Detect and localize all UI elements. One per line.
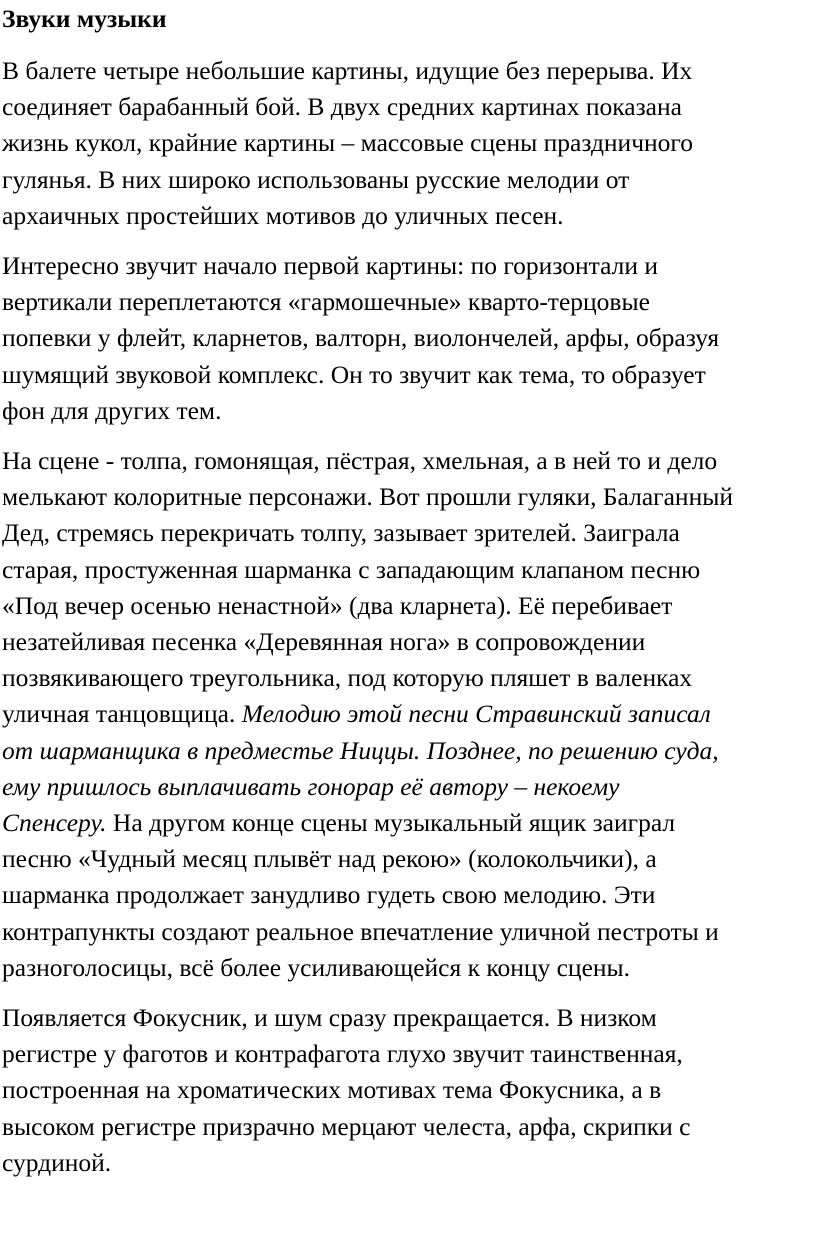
paragraph-1: В балете четыре небольшие картины, идущие без перерыва. Их соединяет барабанный бой. В двух средних картинах показана жизнь кукол, крайние картины – массовые сцены праздничного гулянья. В них широко использованы русские мелодии от архаичных простейших мотивов до уличных песен. <box>2 56 694 230</box>
document-title: Звуки музыки <box>2 4 167 33</box>
paragraph-3-text-end: На другом конце сцены музыкальный ящик заиграл песню «Чудный месяц плывёт над рекою» (колокольчики), а шарманка продолжает занудливо гудеть свою мелодию. Эти контрапункты создают реальное впечатление уличной пестроты и разноголосицы, всё более усиливающейся к концу сцены. <box>2 808 719 982</box>
paragraph-4: Появляется Фокусник, и шум сразу прекращается. В низком регистре у фаготов и контрафагота глухо звучит таинственная, построенная на хроматических мотивах тема Фокусника, а в высоком регистре призрачно мерцают челеста, арфа, скрипки с сурдиной. <box>2 1003 691 1177</box>
paragraph-3-italic-note: Мелодию этой песни Стравинский записал от шарманщика в предместье Ниццы. Позднее, по решению суда, ему пришлось выплачивать гонорар её автору – некоему Спенсеру. <box>2 699 719 838</box>
paragraph-3-text-start: На сцене - толпа, гомонящая, пёстрая, хмельная, а в ней то и дело мелькают колоритные персонажи. Вот прошли гуляки, Балаганный Дед, стремясь перекричать толпу, зазывает зрителей. Заиграла старая, простуженная шарманка с западающим клапаном песню «Под вечер осенью ненастной» (два кларнета). Её перебивает незатейливая песенка «Деревянная нога» в сопровождении позвякивающего треугольника, под которую пляшет в валенках уличная танцовщица. <box>2 446 733 729</box>
document-page <box>2 0 814 1181</box>
paragraph-2: Интересно звучит начало первой картины: по горизонтали и вертикали переплетаются «гармошечные» кварто-терцовые попевки у флейт, кларнетов, валторн, виолончелей, арфы, образуя шумящий звуковой комплекс. Он то звучит как тема, то образует фон для других тем. <box>2 251 720 425</box>
paragraph-3 <box>2 443 814 986</box>
